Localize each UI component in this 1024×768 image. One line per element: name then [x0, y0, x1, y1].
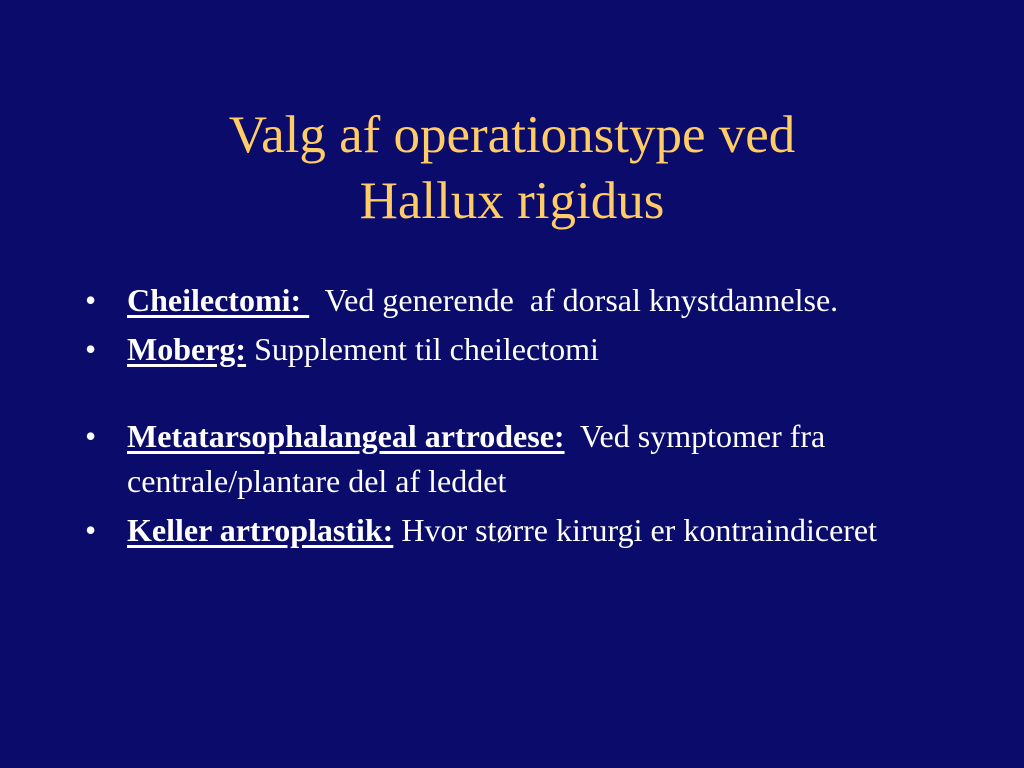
bullet-list [85, 278, 935, 553]
bullet-text: Hvor større kirurgi er kontraindiceret [393, 512, 878, 548]
title-line-1: Valg af operationstype ved [228, 105, 796, 164]
bullet-term: Moberg: [127, 331, 247, 367]
bullet-marker: • [85, 282, 97, 318]
bullet-marker: • [85, 331, 97, 367]
bullet-text: Supplement til cheilectomi [246, 331, 599, 367]
bullet-item-moberg [85, 327, 935, 372]
bullet-item-artrodese [85, 414, 935, 504]
slide-title [0, 102, 1024, 234]
bullet-term: Metatarsophalangeal artrodese: [127, 418, 565, 454]
bullet-item-keller [85, 508, 935, 553]
bullet-marker: • [85, 418, 97, 454]
bullet-term: Cheilectomi: [127, 282, 310, 318]
title-line-2: Hallux rigidus [359, 171, 665, 230]
bullet-text: Ved symptomer fra centrale/plantare del af leddet [127, 418, 842, 499]
bullet-marker: • [85, 512, 97, 548]
bullet-term: Keller artroplastik: [127, 512, 394, 548]
bullet-text: Ved generende af dorsal knystdannelse. [309, 282, 839, 318]
bullet-item-cheilectomi [85, 278, 935, 323]
